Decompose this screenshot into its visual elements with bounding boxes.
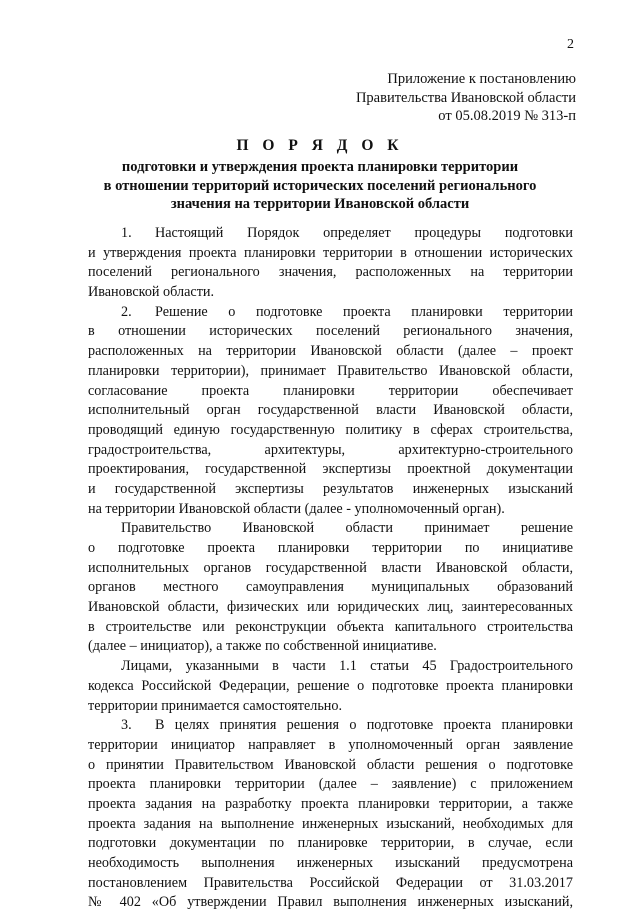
text-line: Правительство Ивановской области принимает решение — [121, 520, 573, 537]
text-line: 1. Настоящий Порядок определяет процедуры подготовки — [88, 224, 573, 244]
text-line: проекта задания на выполнение инженерных изысканий, необходимых для — [88, 815, 573, 832]
appendix-line: Правительства Ивановской области — [355, 89, 576, 106]
paragraph-3 — [88, 519, 573, 657]
text-line: территории принимается самостоятельно. — [88, 697, 343, 714]
appendix-line: Приложение к постановлению — [387, 71, 576, 87]
text-line: в отношении исторических поселений регионального значения, — [88, 323, 573, 340]
text-line: исполнительных органов государственной власти Ивановской области, — [88, 559, 573, 576]
paragraph-2 — [88, 303, 573, 520]
text-line: Лицами, указанными в части 1.1 статьи 45 Градостроительного — [121, 658, 573, 675]
paragraph-number: 3. — [121, 717, 132, 734]
text-line: (далее – инициатор), а также по собственной инициативе. — [88, 638, 437, 655]
paragraph-5 — [88, 716, 573, 913]
paragraph-4 — [88, 657, 573, 716]
page-number: 2 — [567, 37, 574, 52]
text-line: органов местного самоуправления муниципальных образований — [88, 579, 573, 596]
text-line: исполнительный орган государственной власти Ивановской области, — [88, 402, 573, 419]
text-line: расположенных на территории Ивановской области (далее – проект — [88, 343, 573, 360]
text-line: Ивановской области, физических или юридических лиц, заинтересованных — [88, 599, 573, 616]
text-line: поселений регионального значения, расположенных на территории — [88, 264, 573, 281]
subtitle-line: в отношении территорий исторических поселений регионального — [103, 177, 537, 194]
text-line: согласование проекта планировки территории обеспечивает — [88, 382, 573, 399]
text-line: необходимость выполнения инженерных изысканий предусмотрена — [88, 855, 573, 871]
text-line: градостроительства, архитектуры, архитектурно-строительного — [88, 441, 573, 458]
text-line: и государственной экспертизы результатов инженерных изысканий — [88, 480, 573, 497]
text-line: проекта планировки территории (далее – заявление) с приложением — [88, 776, 573, 793]
text-line: о подготовке проекта планировки территории по инициативе — [88, 540, 573, 556]
subtitle-line: значения на территории Ивановской области — [170, 196, 470, 212]
text-line: территории инициатор направляет в уполномоченный орган заявление — [88, 736, 573, 753]
text-line: на территории Ивановской области (далее - уполномоченный орган). — [88, 500, 505, 517]
text-line: проектирования, государственной экспертизы проектной документации — [88, 461, 573, 478]
document-subtitle — [60, 158, 580, 214]
text-line: постановлением Правительства Российской Федерации от 31.03.2017 — [88, 874, 573, 891]
text-line: о принятии Правительством Ивановской области решения о подготовке — [88, 756, 573, 773]
text-line: в строительстве или реконструкции объекта капитального строительства — [88, 618, 573, 635]
text-line: 3. В целях принятия решения о подготовке проекта планировки — [88, 716, 573, 736]
text-line: Ивановской области. — [88, 284, 215, 301]
paragraph-1 — [88, 224, 573, 303]
text-line: и утверждения проекта планировки территории в отношении исторических — [88, 244, 573, 261]
text-line: кодекса Российской Федерации, решение о подготовке проекта планировки — [88, 677, 573, 694]
text-line: подготовки документации по планировке территории, в случае, если — [88, 835, 573, 852]
paragraph-number: 2. — [121, 303, 132, 320]
document-body — [88, 224, 573, 913]
paragraph-number: 1. — [121, 225, 132, 241]
document-title: П О Р Я Д О К — [236, 137, 404, 154]
appendix-block — [356, 70, 576, 126]
appendix-line: от 05.08.2019 № 313-п — [438, 108, 576, 124]
text-line: проекта задания на разработку проекта планировки территории, а также — [88, 795, 573, 812]
text-line: № 402 «Об утверждении Правил выполнения инженерных изысканий, — [88, 894, 573, 911]
text-line: проводящий единую государственную политику в сферах строительства, — [88, 421, 573, 438]
text-line: планировки территории), принимает Правительство Ивановской области, — [88, 362, 573, 379]
subtitle-line: подготовки и утверждения проекта планировки территории — [121, 159, 519, 175]
text-line: 2. Решение о подготовке проекта планировки территории — [88, 303, 573, 323]
